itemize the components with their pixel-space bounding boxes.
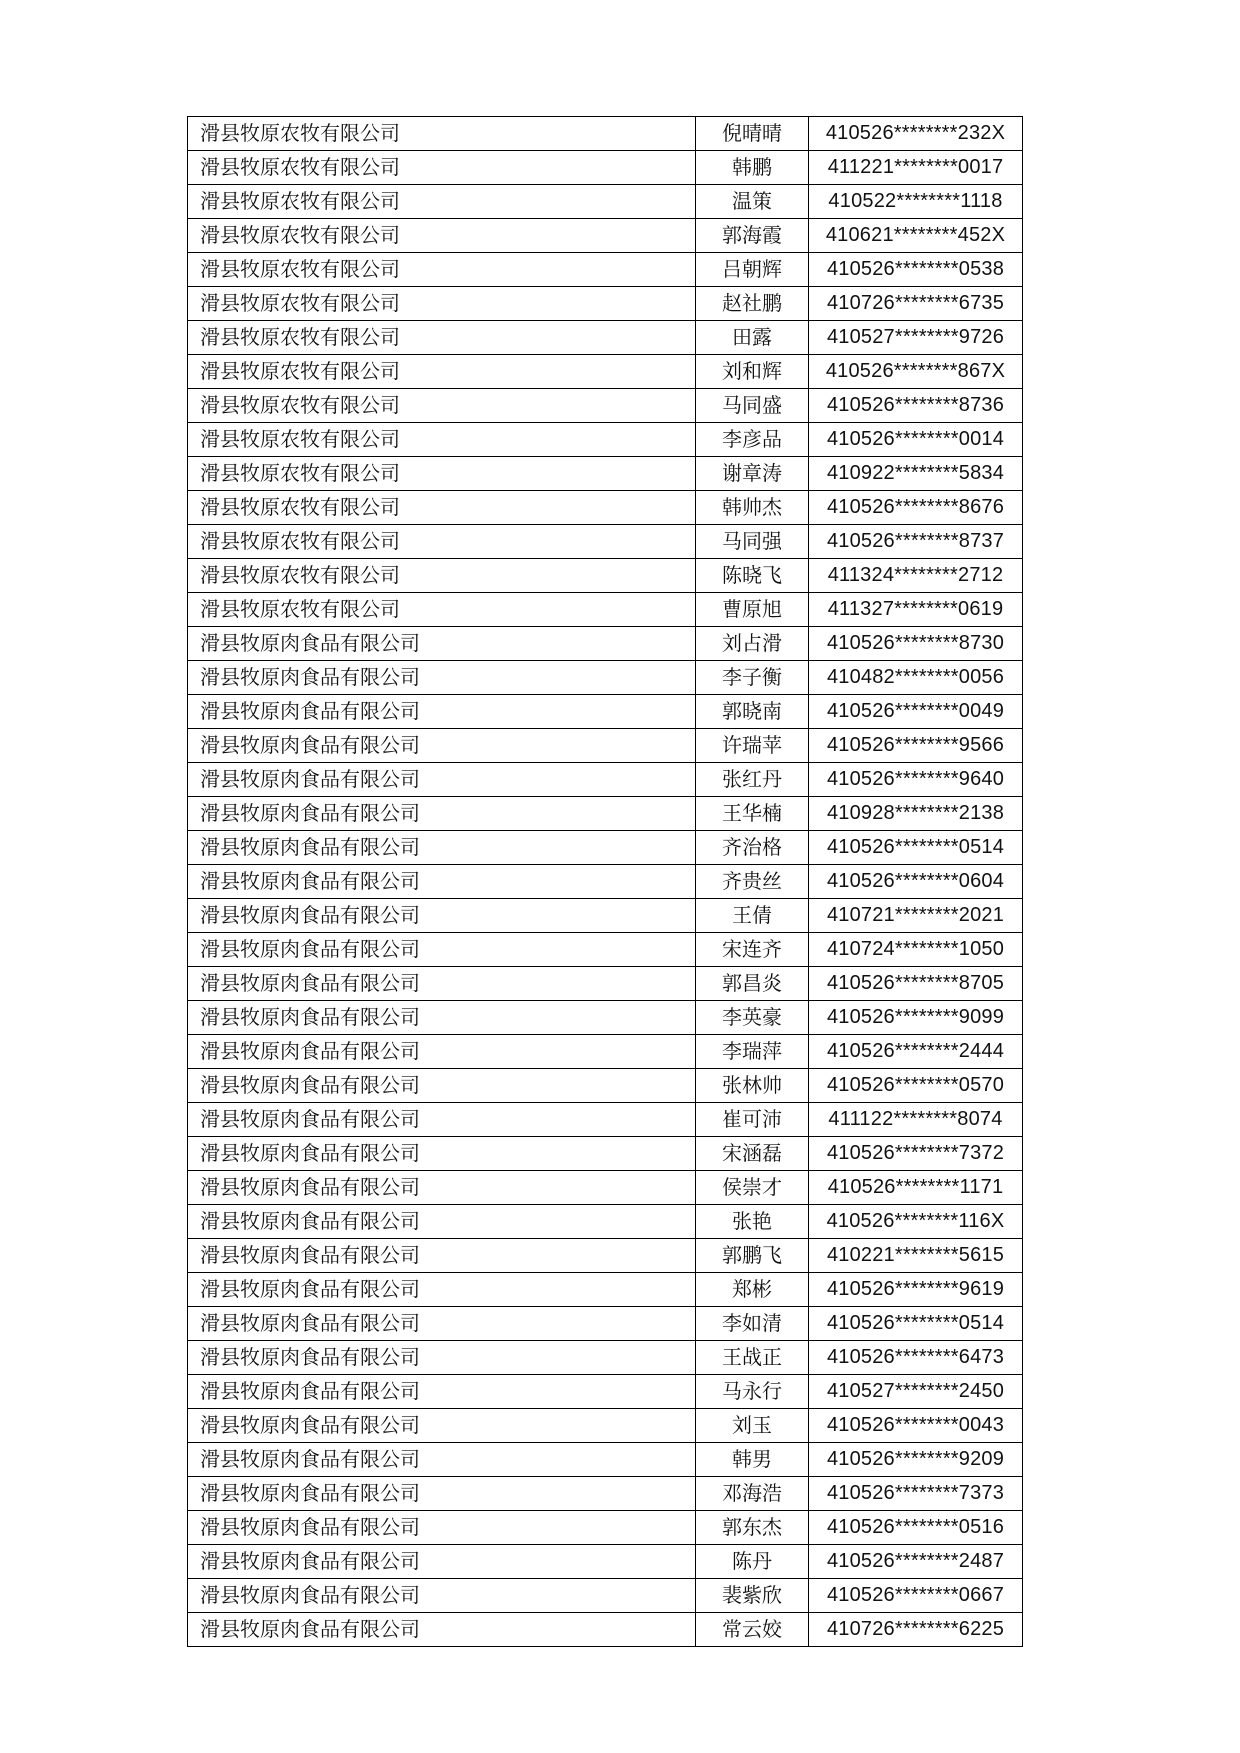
company-cell: 滑县牧原肉食品有限公司 (188, 1511, 696, 1545)
name-cell: 常云姣 (696, 1613, 809, 1647)
name-cell: 李瑞萍 (696, 1035, 809, 1069)
id-number-cell: 410526********9209 (809, 1443, 1023, 1477)
name-cell: 邓海浩 (696, 1477, 809, 1511)
id-number-cell: 411324********2712 (809, 559, 1023, 593)
company-cell: 滑县牧原肉食品有限公司 (188, 729, 696, 763)
table-row (188, 219, 1023, 253)
company-cell: 滑县牧原农牧有限公司 (188, 423, 696, 457)
id-number-cell: 410526********8737 (809, 525, 1023, 559)
id-number-cell: 410526********0014 (809, 423, 1023, 457)
company-cell: 滑县牧原肉食品有限公司 (188, 1273, 696, 1307)
name-cell: 马同强 (696, 525, 809, 559)
id-number-cell: 410526********0049 (809, 695, 1023, 729)
company-cell: 滑县牧原肉食品有限公司 (188, 1069, 696, 1103)
personnel-table-body (188, 117, 1023, 1647)
id-number-cell: 410526********7373 (809, 1477, 1023, 1511)
name-cell: 赵社鹏 (696, 287, 809, 321)
company-cell: 滑县牧原农牧有限公司 (188, 287, 696, 321)
company-cell: 滑县牧原肉食品有限公司 (188, 865, 696, 899)
id-number-cell: 410726********6225 (809, 1613, 1023, 1647)
name-cell: 韩鹏 (696, 151, 809, 185)
name-cell: 陈晓飞 (696, 559, 809, 593)
name-cell: 马永行 (696, 1375, 809, 1409)
id-number-cell: 410522********1118 (809, 185, 1023, 219)
company-cell: 滑县牧原肉食品有限公司 (188, 831, 696, 865)
id-number-cell: 410527********2450 (809, 1375, 1023, 1409)
id-number-cell: 410526********867X (809, 355, 1023, 389)
table-row (188, 797, 1023, 831)
table-row (188, 151, 1023, 185)
id-number-cell: 410726********6735 (809, 287, 1023, 321)
company-cell: 滑县牧原农牧有限公司 (188, 593, 696, 627)
company-cell: 滑县牧原肉食品有限公司 (188, 1477, 696, 1511)
table-row (188, 1307, 1023, 1341)
id-number-cell: 410526********0514 (809, 1307, 1023, 1341)
company-cell: 滑县牧原肉食品有限公司 (188, 1171, 696, 1205)
name-cell: 齐治格 (696, 831, 809, 865)
table-row (188, 1511, 1023, 1545)
name-cell: 李彦品 (696, 423, 809, 457)
table-row (188, 389, 1023, 423)
table-row (188, 1137, 1023, 1171)
id-number-cell: 410526********8736 (809, 389, 1023, 423)
id-number-cell: 411327********0619 (809, 593, 1023, 627)
company-cell: 滑县牧原肉食品有限公司 (188, 1001, 696, 1035)
id-number-cell: 410526********116X (809, 1205, 1023, 1239)
company-cell: 滑县牧原农牧有限公司 (188, 321, 696, 355)
table-row (188, 1001, 1023, 1035)
name-cell: 谢章涛 (696, 457, 809, 491)
name-cell: 齐贵丝 (696, 865, 809, 899)
table-row (188, 1035, 1023, 1069)
name-cell: 王战正 (696, 1341, 809, 1375)
table-row (188, 457, 1023, 491)
company-cell: 滑县牧原肉食品有限公司 (188, 967, 696, 1001)
table-row (188, 729, 1023, 763)
table-row (188, 1613, 1023, 1647)
table-row (188, 865, 1023, 899)
company-cell: 滑县牧原农牧有限公司 (188, 389, 696, 423)
id-number-cell: 410922********5834 (809, 457, 1023, 491)
name-cell: 王华楠 (696, 797, 809, 831)
table-row (188, 1443, 1023, 1477)
name-cell: 张林帅 (696, 1069, 809, 1103)
company-cell: 滑县牧原肉食品有限公司 (188, 1307, 696, 1341)
company-cell: 滑县牧原肉食品有限公司 (188, 1341, 696, 1375)
company-cell: 滑县牧原农牧有限公司 (188, 457, 696, 491)
table-row (188, 1545, 1023, 1579)
id-number-cell: 410526********0570 (809, 1069, 1023, 1103)
name-cell: 韩男 (696, 1443, 809, 1477)
company-cell: 滑县牧原农牧有限公司 (188, 355, 696, 389)
name-cell: 李英豪 (696, 1001, 809, 1035)
id-number-cell: 410482********0056 (809, 661, 1023, 695)
name-cell: 许瑞苹 (696, 729, 809, 763)
company-cell: 滑县牧原农牧有限公司 (188, 253, 696, 287)
id-number-cell: 410526********0514 (809, 831, 1023, 865)
name-cell: 刘占滑 (696, 627, 809, 661)
table-row (188, 1409, 1023, 1443)
table-row (188, 355, 1023, 389)
id-number-cell: 411122********8074 (809, 1103, 1023, 1137)
company-cell: 滑县牧原肉食品有限公司 (188, 899, 696, 933)
company-cell: 滑县牧原肉食品有限公司 (188, 627, 696, 661)
company-cell: 滑县牧原肉食品有限公司 (188, 1239, 696, 1273)
table-row (188, 1579, 1023, 1613)
id-number-cell: 410928********2138 (809, 797, 1023, 831)
company-cell: 滑县牧原肉食品有限公司 (188, 661, 696, 695)
name-cell: 郭鹏飞 (696, 1239, 809, 1273)
name-cell: 侯崇才 (696, 1171, 809, 1205)
id-number-cell: 410526********6473 (809, 1341, 1023, 1375)
personnel-table (187, 116, 1023, 1647)
name-cell: 曹原旭 (696, 593, 809, 627)
name-cell: 崔可沛 (696, 1103, 809, 1137)
table-row (188, 287, 1023, 321)
name-cell: 吕朝辉 (696, 253, 809, 287)
table-row (188, 1477, 1023, 1511)
table-row (188, 1239, 1023, 1273)
id-number-cell: 410526********0043 (809, 1409, 1023, 1443)
id-number-cell: 410526********8676 (809, 491, 1023, 525)
table-row (188, 559, 1023, 593)
id-number-cell: 410526********0604 (809, 865, 1023, 899)
id-number-cell: 410526********7372 (809, 1137, 1023, 1171)
company-cell: 滑县牧原农牧有限公司 (188, 185, 696, 219)
name-cell: 陈丹 (696, 1545, 809, 1579)
table-row (188, 661, 1023, 695)
company-cell: 滑县牧原肉食品有限公司 (188, 1205, 696, 1239)
id-number-cell: 410621********452X (809, 219, 1023, 253)
table-row (188, 525, 1023, 559)
company-cell: 滑县牧原农牧有限公司 (188, 491, 696, 525)
table-row (188, 1069, 1023, 1103)
name-cell: 马同盛 (696, 389, 809, 423)
name-cell: 郑彬 (696, 1273, 809, 1307)
table-row (188, 593, 1023, 627)
table-row (188, 423, 1023, 457)
id-number-cell: 410526********9640 (809, 763, 1023, 797)
name-cell: 倪晴晴 (696, 117, 809, 151)
id-number-cell: 410526********0516 (809, 1511, 1023, 1545)
name-cell: 刘玉 (696, 1409, 809, 1443)
table-row (188, 627, 1023, 661)
company-cell: 滑县牧原肉食品有限公司 (188, 933, 696, 967)
table-row (188, 1205, 1023, 1239)
id-number-cell: 410526********9099 (809, 1001, 1023, 1035)
name-cell: 王倩 (696, 899, 809, 933)
table-row (188, 491, 1023, 525)
name-cell: 裴紫欣 (696, 1579, 809, 1613)
company-cell: 滑县牧原肉食品有限公司 (188, 1579, 696, 1613)
id-number-cell: 410724********1050 (809, 933, 1023, 967)
id-number-cell: 410527********9726 (809, 321, 1023, 355)
table-row (188, 1375, 1023, 1409)
table-row (188, 933, 1023, 967)
name-cell: 田露 (696, 321, 809, 355)
company-cell: 滑县牧原肉食品有限公司 (188, 695, 696, 729)
id-number-cell: 410221********5615 (809, 1239, 1023, 1273)
id-number-cell: 411221********0017 (809, 151, 1023, 185)
name-cell: 李如清 (696, 1307, 809, 1341)
id-number-cell: 410526********9619 (809, 1273, 1023, 1307)
name-cell: 韩帅杰 (696, 491, 809, 525)
name-cell: 宋涵磊 (696, 1137, 809, 1171)
id-number-cell: 410526********0667 (809, 1579, 1023, 1613)
company-cell: 滑县牧原肉食品有限公司 (188, 797, 696, 831)
company-cell: 滑县牧原农牧有限公司 (188, 559, 696, 593)
company-cell: 滑县牧原肉食品有限公司 (188, 1409, 696, 1443)
id-number-cell: 410526********1171 (809, 1171, 1023, 1205)
table-row (188, 321, 1023, 355)
table-row (188, 253, 1023, 287)
id-number-cell: 410526********2444 (809, 1035, 1023, 1069)
name-cell: 郭昌炎 (696, 967, 809, 1001)
id-number-cell: 410526********2487 (809, 1545, 1023, 1579)
name-cell: 李子衡 (696, 661, 809, 695)
name-cell: 温策 (696, 185, 809, 219)
name-cell: 宋连齐 (696, 933, 809, 967)
table-row (188, 117, 1023, 151)
company-cell: 滑县牧原肉食品有限公司 (188, 1443, 696, 1477)
table-row (188, 1103, 1023, 1137)
company-cell: 滑县牧原农牧有限公司 (188, 151, 696, 185)
id-number-cell: 410526********232X (809, 117, 1023, 151)
table-row (188, 185, 1023, 219)
id-number-cell: 410526********9566 (809, 729, 1023, 763)
name-cell: 郭东杰 (696, 1511, 809, 1545)
name-cell: 郭晓南 (696, 695, 809, 729)
id-number-cell: 410526********8705 (809, 967, 1023, 1001)
table-row (188, 1273, 1023, 1307)
name-cell: 张艳 (696, 1205, 809, 1239)
table-row (188, 831, 1023, 865)
id-number-cell: 410526********0538 (809, 253, 1023, 287)
name-cell: 郭海霞 (696, 219, 809, 253)
company-cell: 滑县牧原农牧有限公司 (188, 219, 696, 253)
table-row (188, 763, 1023, 797)
company-cell: 滑县牧原农牧有限公司 (188, 117, 696, 151)
company-cell: 滑县牧原肉食品有限公司 (188, 1035, 696, 1069)
company-cell: 滑县牧原肉食品有限公司 (188, 1375, 696, 1409)
company-cell: 滑县牧原肉食品有限公司 (188, 763, 696, 797)
company-cell: 滑县牧原农牧有限公司 (188, 525, 696, 559)
company-cell: 滑县牧原肉食品有限公司 (188, 1137, 696, 1171)
name-cell: 张红丹 (696, 763, 809, 797)
company-cell: 滑县牧原肉食品有限公司 (188, 1613, 696, 1647)
table-row (188, 1171, 1023, 1205)
id-number-cell: 410526********8730 (809, 627, 1023, 661)
table-row (188, 1341, 1023, 1375)
id-number-cell: 410721********2021 (809, 899, 1023, 933)
table-row (188, 967, 1023, 1001)
table-row (188, 899, 1023, 933)
company-cell: 滑县牧原肉食品有限公司 (188, 1545, 696, 1579)
company-cell: 滑县牧原肉食品有限公司 (188, 1103, 696, 1137)
table-row (188, 695, 1023, 729)
name-cell: 刘和辉 (696, 355, 809, 389)
